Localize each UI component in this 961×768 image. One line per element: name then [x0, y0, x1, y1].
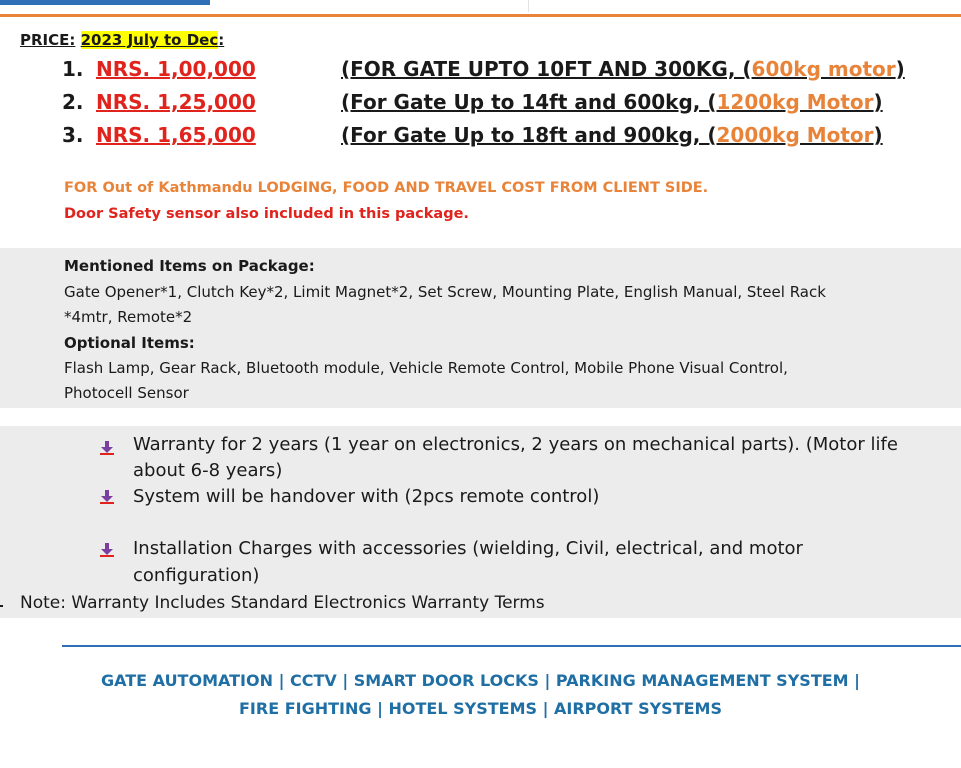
warranty-note: Note: Warranty Includes Standard Electronics Warranty Terms: [20, 593, 545, 613]
price-amount: NRS. 1,25,000: [96, 90, 256, 114]
handover-text: System will be handover with (2pcs remote control): [133, 486, 600, 507]
motor-rating: 600kg motor: [751, 57, 896, 81]
price-period: 2023 July to Dec: [80, 31, 219, 49]
footer-services-line-1: GATE AUTOMATION | CCTV | SMART DOOR LOCKS | PARKING MANAGEMENT SYSTEM |: [100, 671, 860, 690]
optional-items-continued: Photocell Sensor: [64, 384, 189, 402]
installation-text-continued: configuration): [133, 565, 260, 586]
price-row: [62, 57, 905, 81]
warranty-text: Warranty for 2 years (1 year on electronics, 2 years on mechanical parts). (Motor life: [133, 434, 898, 455]
price-row: [62, 123, 883, 147]
header-blue-strip: [0, 0, 210, 5]
price-description: (For Gate Up to 14ft and 600kg, (1200kg Motor): [341, 90, 883, 114]
arrow-down-icon: [100, 543, 114, 557]
outside-kathmandu-note: FOR Out of Kathmandu LODGING, FOOD AND TRAVEL COST FROM CLIENT SIDE.: [64, 180, 709, 196]
motor-rating: 1200kg Motor: [716, 90, 874, 114]
optional-heading: Optional Items:: [64, 334, 195, 352]
package-items: Gate Opener*1, Clutch Key*2, Limit Magnet*2, Set Screw, Mounting Plate, English Manual, Steel Rack: [64, 283, 826, 301]
arrow-down-icon: [100, 490, 114, 504]
header-box: [528, 0, 961, 12]
footer-rule: [62, 645, 961, 647]
optional-items: Flash Lamp, Gear Rack, Bluetooth module, Vehicle Remote Control, Mobile Phone Visual Control,: [64, 359, 788, 377]
price-heading: [20, 31, 224, 49]
price-row: [62, 90, 883, 114]
header-orange-rule: [0, 14, 961, 17]
price-colon: :: [218, 31, 225, 49]
price-description: (For Gate Up to 18ft and 900kg, (2000kg Motor): [341, 123, 883, 147]
price-number: 2.: [62, 90, 84, 114]
package-items-continued: *4mtr, Remote*2: [64, 308, 193, 326]
warranty-text-continued: about 6-8 years): [133, 460, 283, 481]
arrow-down-icon: [100, 441, 114, 455]
installation-text: Installation Charges with accessories (wielding, Civil, electrical, and motor: [133, 538, 803, 559]
price-description: (FOR GATE UPTO 10FT AND 300KG, (600kg motor): [341, 57, 905, 81]
safety-sensor-note: Door Safety sensor also included in this package.: [64, 206, 469, 222]
package-heading: Mentioned Items on Package:: [64, 257, 315, 275]
note-dash: [0, 605, 3, 607]
price-amount: NRS. 1,00,000: [96, 57, 256, 81]
price-number: 3.: [62, 123, 84, 147]
package-panel: [0, 248, 961, 408]
footer-services-line-2: FIRE FIGHTING | HOTEL SYSTEMS | AIRPORT SYSTEMS: [239, 699, 722, 718]
motor-rating: 2000kg Motor: [716, 123, 874, 147]
price-label: PRICE:: [20, 31, 76, 49]
price-amount: NRS. 1,65,000: [96, 123, 256, 147]
price-number: 1.: [62, 57, 84, 81]
